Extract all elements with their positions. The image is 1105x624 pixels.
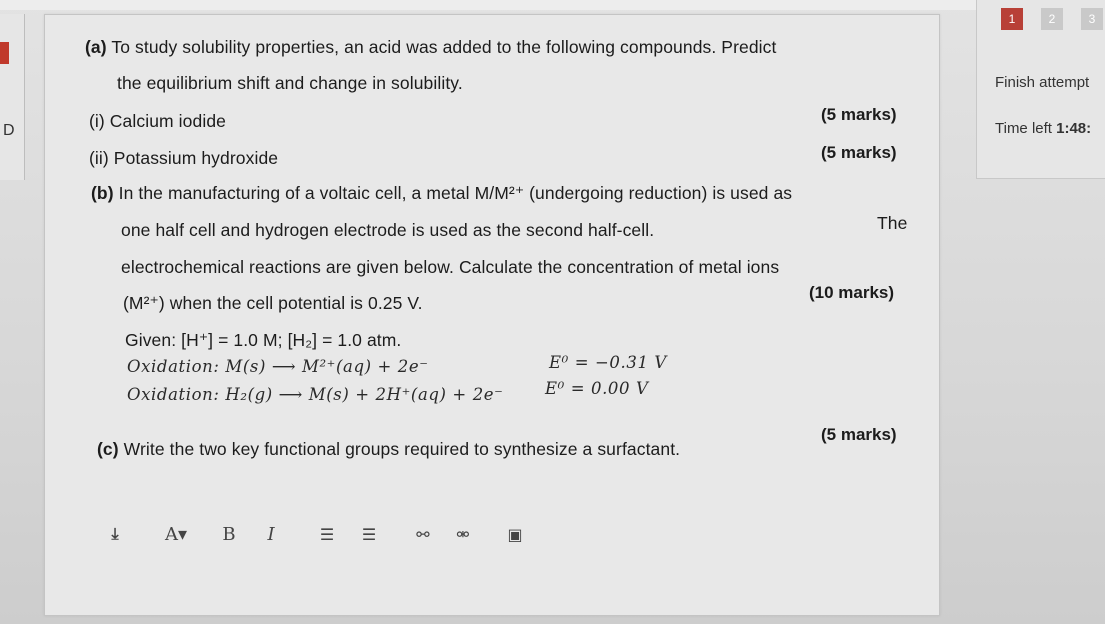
paragraph-style-icon[interactable]: ⤓ <box>111 524 119 543</box>
part-a-tag: (a) <box>85 37 107 57</box>
image-icon[interactable]: ▣ <box>507 524 523 544</box>
italic-button[interactable]: I <box>267 523 275 545</box>
finish-attempt-link[interactable]: Finish attempt <box>995 74 1090 91</box>
font-color-dropdown[interactable]: A▾ <box>164 523 188 545</box>
time-left-indicator <box>995 120 1091 137</box>
part-a-line-1 <box>85 37 776 58</box>
part-a-ii: (ii) Potassium hydroxide <box>89 148 279 168</box>
time-left-value: 1:48: <box>1056 120 1092 137</box>
part-b-line-1 <box>91 183 792 204</box>
bold-button[interactable]: B <box>222 523 236 545</box>
numbered-list-icon[interactable]: ☰ <box>361 524 377 544</box>
reaction-1: Oxidation: M(s) ⟶ M²⁺(aq) + 2e⁻ <box>127 357 429 376</box>
left-side-panel <box>0 14 25 180</box>
part-c-tag: (c) <box>97 439 119 459</box>
part-c-line <box>97 439 680 460</box>
reaction-2: Oxidation: H₂(g) ⟶ M(s) + 2H⁺(aq) + 2e⁻ <box>127 385 504 404</box>
left-panel-glyph: D <box>3 122 15 139</box>
given-line: Given: [H⁺] = 1.0 M; [H₂] = 1.0 atm. <box>125 330 402 350</box>
part-c-text: Write the two key functional groups required to synthesize a surfactant. <box>123 439 681 459</box>
reaction-1-potential: E⁰ = −0.31 V <box>549 353 667 372</box>
part-b-line-2: one half cell and hydrogen electrode is used as the second half-cell. <box>121 220 655 240</box>
part-a-line-2: the equilibrium shift and change in solubility. <box>117 73 463 93</box>
left-status-marker <box>0 42 9 64</box>
part-b-text-1: In the manufacturing of a voltaic cell, a metal M/M²⁺ (undergoing reduction) is used as <box>118 183 793 203</box>
part-b-tag: (b) <box>91 183 114 203</box>
bullet-list-icon[interactable]: ☰ <box>319 524 335 544</box>
link-icon[interactable]: ⚯ <box>416 524 430 544</box>
time-left-label: Time left <box>995 120 1052 137</box>
part-b-line-2-end: The <box>877 213 908 233</box>
question-nav-3[interactable]: 3 <box>1081 8 1103 30</box>
part-a-i: (i) Calcium iodide <box>89 111 226 131</box>
top-strip <box>0 0 1105 10</box>
question-nav-1[interactable]: 1 <box>1001 8 1023 30</box>
question-card <box>44 14 940 616</box>
part-b-line-3: electrochemical reactions are given below. Calculate the concentration of metal ions <box>121 257 780 277</box>
part-b-line-4: (M²⁺) when the cell potential is 0.25 V. <box>123 293 423 313</box>
part-a-i-marks: (5 marks) <box>821 105 897 124</box>
part-b-marks: (10 marks) <box>809 283 895 302</box>
part-a-ii-marks: (5 marks) <box>821 143 897 162</box>
quiz-navigation-panel <box>976 0 1105 179</box>
question-nav-2[interactable]: 2 <box>1041 8 1063 30</box>
reaction-2-potential: E⁰ = 0.00 V <box>545 379 649 398</box>
editor-toolbar <box>45 519 939 549</box>
unlink-icon[interactable]: ⚮ <box>456 524 470 544</box>
part-c-marks: (5 marks) <box>821 425 897 444</box>
part-a-text-1: To study solubility properties, an acid was added to the following compounds. Predict <box>111 37 777 57</box>
